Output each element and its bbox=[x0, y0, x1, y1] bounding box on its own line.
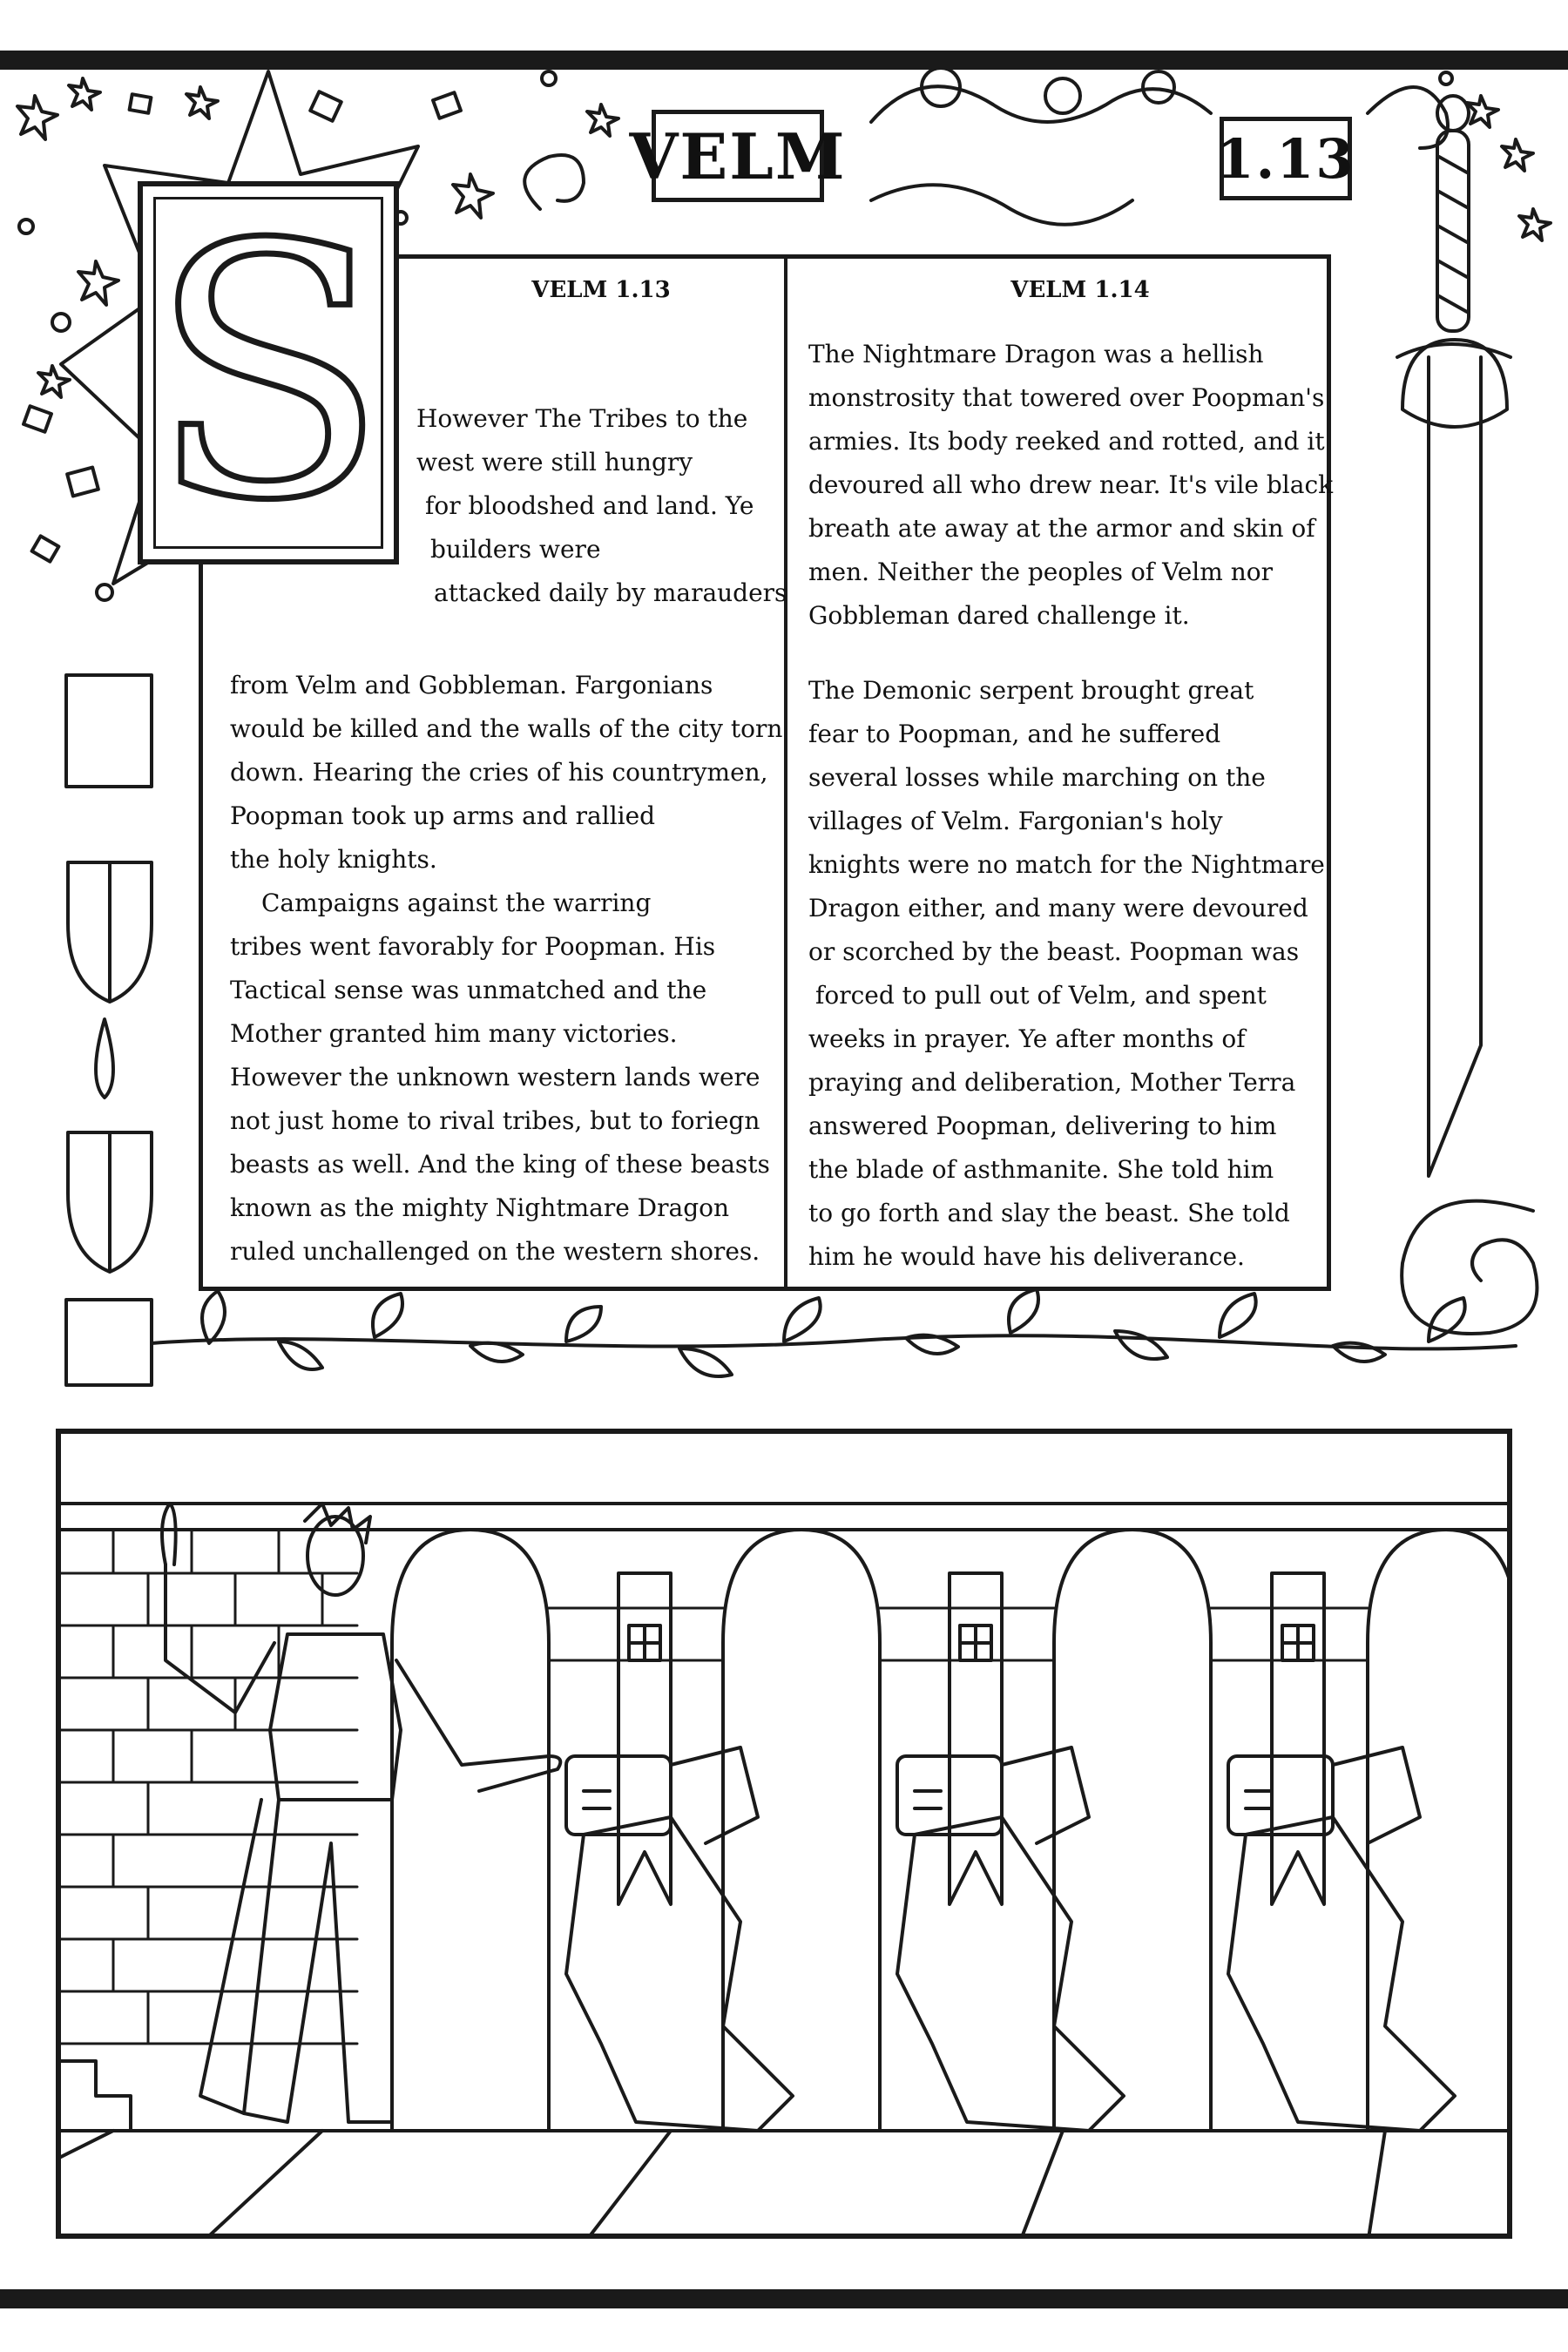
illustration-panel bbox=[56, 1429, 1512, 2239]
spiral-ornament bbox=[1402, 1201, 1537, 1334]
right-text-line: devoured all who drew near. It's vile black bbox=[808, 470, 1334, 499]
right-text-line: villages of Velm. Fargonian's holy bbox=[808, 807, 1223, 835]
left-text-line: Tactical sense was unmatched and the bbox=[230, 976, 707, 1004]
left-text-line: would be killed and the walls of the city torn bbox=[230, 714, 783, 743]
kneeling-knight bbox=[1228, 1747, 1455, 2131]
left-text-line: Mother granted him many victories. bbox=[230, 1019, 678, 1048]
left-text-line: tribes went favorably for Poopman. His bbox=[230, 932, 716, 961]
left-text-line: for bloodshed and land. Ye bbox=[425, 491, 754, 520]
vine-ornament bbox=[152, 1289, 1516, 1376]
right-text-line: weeks in prayer. Ye after months of bbox=[808, 1024, 1246, 1053]
right-text-line: forced to pull out of Velm, and spent bbox=[815, 981, 1267, 1010]
right-text-line: to go forth and slay the beast. She told bbox=[808, 1199, 1290, 1227]
kneeling-knight bbox=[566, 1747, 793, 2131]
column-divider bbox=[784, 254, 787, 1291]
left-text-line: attacked daily by marauders bbox=[434, 578, 787, 607]
right-text-line: answered Poopman, delivering to him bbox=[808, 1112, 1277, 1140]
left-text-line: builders were bbox=[430, 535, 601, 564]
left-text-line: down. Hearing the cries of his countrymen, bbox=[230, 758, 768, 787]
right-text-line: several losses while marching on the bbox=[808, 763, 1266, 792]
left-text-line: However The Tribes to the bbox=[416, 404, 748, 433]
right-text-line: monstrosity that towered over Poopman's bbox=[808, 383, 1325, 412]
square-icon bbox=[66, 675, 152, 787]
right-text-line: fear to Poopman, and he suffered bbox=[808, 720, 1221, 748]
right-text-line: breath ate away at the armor and skin of bbox=[808, 514, 1315, 543]
right-text-line: The Nightmare Dragon was a hellish bbox=[808, 340, 1264, 368]
right-text-line: The Demonic serpent brought great bbox=[808, 676, 1254, 705]
left-text-line: Campaigns against the warring bbox=[261, 889, 652, 917]
left-text-line: west were still hungry bbox=[416, 448, 693, 476]
left-text-line: from Velm and Gobbleman. Fargonians bbox=[230, 671, 713, 700]
left-text-line: ruled unchallenged on the western shores. bbox=[230, 1237, 760, 1266]
shield-icon bbox=[68, 862, 152, 1002]
square-icon bbox=[66, 1300, 152, 1385]
arch bbox=[392, 1530, 1512, 2131]
header-verse-number: 1.13 bbox=[1220, 117, 1352, 200]
right-text-line: Gobbleman dared challenge it. bbox=[808, 601, 1190, 630]
right-text-line: men. Neither the peoples of Velm nor bbox=[808, 558, 1273, 586]
right-text-line: knights were no match for the Nightmare bbox=[808, 850, 1325, 879]
header-title: VELM bbox=[652, 110, 824, 202]
left-text-line: the holy knights. bbox=[230, 845, 437, 874]
standing-figure bbox=[162, 1504, 560, 2122]
left-text-line: However the unknown western lands were bbox=[230, 1063, 760, 1092]
right-text-line: armies. Its body reeked and rotted, and it bbox=[808, 427, 1325, 456]
right-text-line: Dragon either, and many were devoured bbox=[808, 894, 1308, 923]
sword-ornament bbox=[1397, 96, 1511, 1176]
shield-icon bbox=[68, 1132, 152, 1272]
right-text-line: him he would have his deliverance. bbox=[808, 1242, 1245, 1271]
kneeling-knight bbox=[897, 1747, 1124, 2131]
right-text-line: or scorched by the beast. Poopman was bbox=[808, 937, 1300, 966]
dropcap-letter: S bbox=[148, 172, 389, 577]
left-text-line: not just home to rival tribes, but to foriegn bbox=[230, 1106, 760, 1135]
hall-scene-illustration bbox=[61, 1434, 1512, 2239]
left-text-line: known as the mighty Nightmare Dragon bbox=[230, 1193, 730, 1222]
right-text-line: praying and deliberation, Mother Terra bbox=[808, 1068, 1296, 1097]
right-column-heading: VELM 1.14 bbox=[1010, 277, 1150, 303]
drop-icon bbox=[96, 1019, 113, 1098]
left-column-heading: VELM 1.13 bbox=[531, 277, 671, 303]
right-text-line: the blade of asthmanite. She told him bbox=[808, 1155, 1274, 1184]
left-text-line: beasts as well. And the king of these beasts bbox=[230, 1150, 770, 1179]
left-text-line: Poopman took up arms and rallied bbox=[230, 801, 656, 830]
